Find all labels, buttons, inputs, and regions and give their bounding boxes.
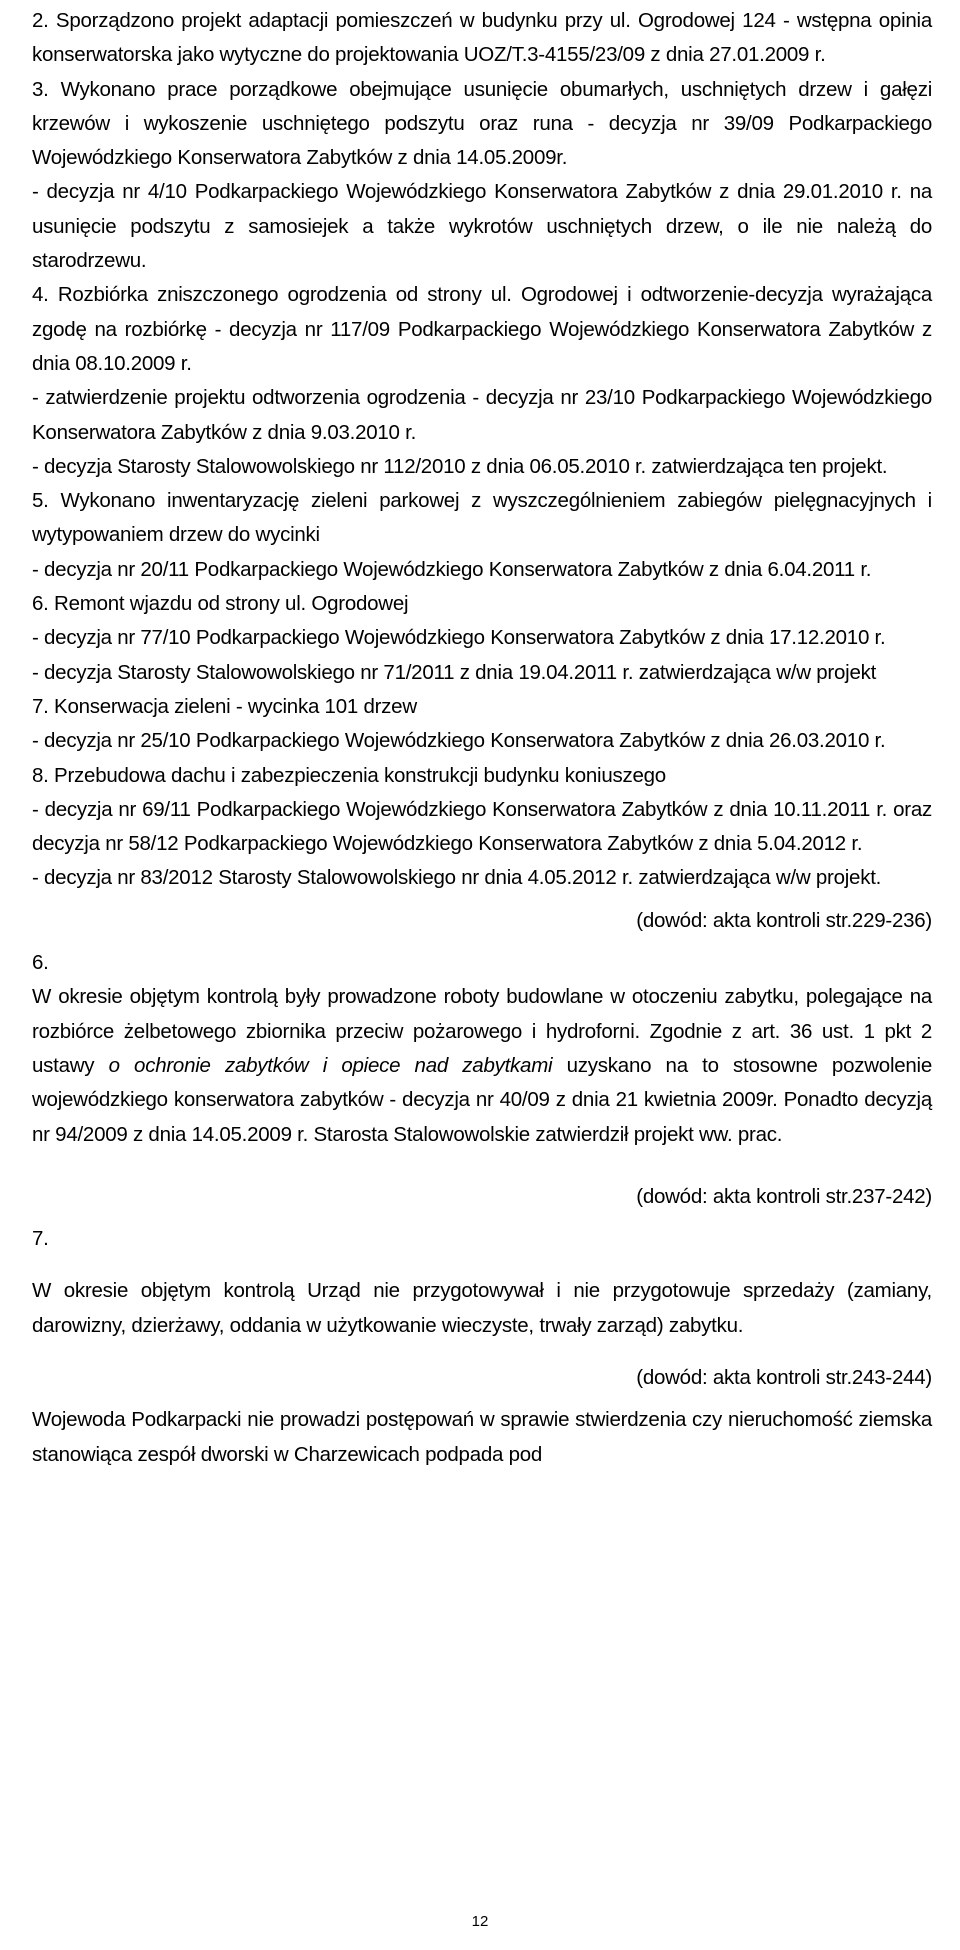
closing-paragraph: Wojewoda Podkarpacki nie prowadzi postępowań w sprawie stwierdzenia czy nieruchomość ziemska stanowiąca zespół dworski w Charzewicach podpada pod xyxy=(32,1408,932,1466)
list-item-4-starost-decision: - decyzja Starosty Stalowowolskiego nr 112/2010 z dnia 06.05.2010 r. zatwierdzająca ten projekt. xyxy=(32,454,888,478)
list-item-7-decision: - decyzja nr 25/10 Podkarpackiego Wojewódzkiego Konserwatora Zabytków z dnia 26.03.2010 r. xyxy=(32,729,886,753)
section-6-text: W okresie objętym kontrolą były prowadzone roboty budowlane w otoczeniu zabytku, polegające na rozbiórce żelbetowego zbiornika przeciw pożarowego i hydroforni. Zgodnie z art. 36 ust. 1 pkt 2 ustawy o ochronie zabytków i opiece nad zabytkami uzyskano na to stosowne pozwolenie wojewódzkiego konserwatora zabytków - decyzja nr 40/09 z dnia 21 kwietnia 2009r. Ponadto decyzją nr 94/2009 z dnia 14.05.2009 r. Starosta Stalowowolskie zatwierdził projekt ww. prac. xyxy=(32,985,933,1146)
section-7-number: 7. xyxy=(32,1227,49,1251)
list-item-6: 6. Remont wjazdu od strony ul. Ogrodowej xyxy=(32,592,409,616)
list-item-3-decision: - decyzja nr 4/10 Podkarpackiego Wojewódzkiego Konserwatora Zabytków z dnia 29.01.2010 r. na usunięcie podszytu z samosiejek a także wykrotów uschniętych drzew, o ile nie należą do starodrzewu. xyxy=(32,180,932,273)
list-item-8-decision: - decyzja nr 69/11 Podkarpackiego Wojewódzkiego Konserwatora Zabytków z dnia 10.11.2011 r. oraz decyzja nr 58/12 Podkarpackiego Wojewódzkiego Konserwatora Zabytków z dnia 5.04.2012 r. xyxy=(32,797,932,856)
page-number: 12 xyxy=(471,1913,489,1930)
evidence-note-3: (dowód: akta kontroli str.243-244) xyxy=(636,1365,932,1389)
list-item-4: 4. Rozbiórka zniszczonego ogrodzenia od strony ul. Ogrodowej i odtworzenie-decyzja wyrażająca zgodę na rozbiórkę - decyzja nr 117/09 Podkarpackiego Wojewódzkiego Konserwatora Zabytków z dnia 08.10.2009 r. xyxy=(32,283,932,375)
evidence-note-1: (dowód: akta kontroli str.229-236) xyxy=(636,908,932,932)
section-7-text: W okresie objętym kontrolą Urząd nie przygotowywał i nie przygotowuje sprzedaży (zamiany, darowizny, dzierżawy, oddania w użytkowanie wieczyste, trwały zarząd) zabytku. xyxy=(32,1279,932,1337)
list-item-7: 7. Konserwacja zieleni - wycinka 101 drzew xyxy=(32,694,417,718)
list-item-8: 8. Przebudowa dachu i zabezpieczenia konstrukcji budynku koniuszego xyxy=(32,763,666,787)
list-item-5-decision: - decyzja nr 20/11 Podkarpackiego Wojewódzkiego Konserwatora Zabytków z dnia 6.04.2011 r. xyxy=(32,557,872,581)
document-body xyxy=(32,4,932,1472)
list-item-6-decision: - decyzja nr 77/10 Podkarpackiego Wojewódzkiego Konserwatora Zabytków z dnia 17.12.2010 r. xyxy=(32,626,886,650)
list-item-4-approval: - zatwierdzenie projektu odtworzenia ogrodzenia - decyzja nr 23/10 Podkarpackiego Wojewódzkiego Konserwatora Zabytków z dnia 9.03.2010 r. xyxy=(32,386,932,444)
list-item-3: 3. Wykonano prace porządkowe obejmujące usunięcie obumarłych, uschniętych drzew i gałęzi krzewów i wykoszenie uschniętego podszytu oraz runa - decyzja nr 39/09 Podkarpackiego Wojewódzkiego Konserwatora Zabytków z dnia 14.05.2009r. xyxy=(32,77,932,170)
statute-title: o ochronie zabytków i opiece nad zabytkami xyxy=(108,1053,553,1077)
list-item-8-starost-decision: - decyzja nr 83/2012 Starosty Stalowowolskiego nr dnia 4.05.2012 r. zatwierdzająca w/w projekt. xyxy=(32,866,882,890)
section-6-number: 6. xyxy=(32,951,49,975)
list-item-5: 5. Wykonano inwentaryzację zieleni parkowej z wyszczególnieniem zabiegów pielęgnacyjnych i wytypowaniem drzew do wycinki xyxy=(32,489,932,547)
list-item-6-starost-decision: - decyzja Starosty Stalowowolskiego nr 71/2011 z dnia 19.04.2011 r. zatwierdzająca w/w projekt xyxy=(32,660,877,684)
list-item-2: 2. Sporządzono projekt adaptacji pomieszczeń w budynku przy ul. Ogrodowej 124 - wstępna opinia konserwatorska jako wytyczne do projektowania UOZ/T.3-4155/23/09 z dnia 27.01.2009 r. xyxy=(32,9,932,67)
evidence-note-2: (dowód: akta kontroli str.237-242) xyxy=(636,1184,932,1208)
